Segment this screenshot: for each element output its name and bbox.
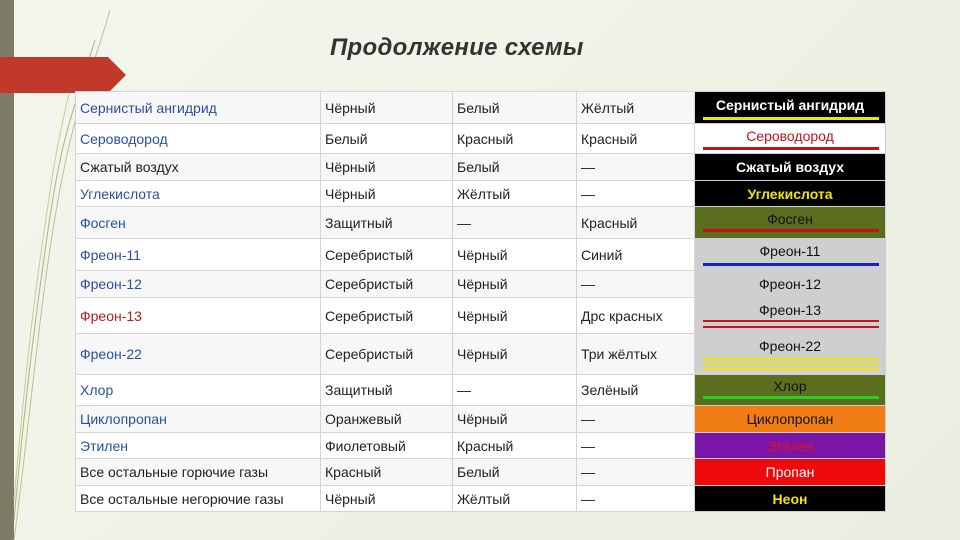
swatch-stripe: [703, 368, 879, 370]
body-color: Чёрный: [321, 181, 453, 207]
body-color: Чёрный: [321, 486, 453, 512]
swatch-label: Фосген: [767, 210, 813, 227]
label-color: Красный: [453, 124, 577, 154]
stripe-color: —: [577, 181, 695, 207]
swatch-label: Фреон-22: [759, 338, 821, 354]
swatch-stripe: [703, 363, 879, 365]
label-color: Чёрный: [453, 298, 577, 334]
color-swatch: [695, 334, 886, 375]
label-color: Красный: [453, 433, 577, 459]
color-swatch: [695, 375, 886, 406]
gas-name: Хлор: [76, 375, 321, 406]
color-swatch: [695, 433, 886, 459]
stripe-color: Красный: [577, 124, 695, 154]
table-row: [76, 154, 886, 181]
title-accent-tab: [0, 57, 126, 93]
table-row: [76, 459, 886, 486]
label-color: Жёлтый: [453, 486, 577, 512]
table-row: [76, 124, 886, 154]
stripe-color: —: [577, 271, 695, 298]
table-row: [76, 334, 886, 375]
gas-name: Фреон-11: [76, 239, 321, 271]
gas-name: Все остальные негорючие газы: [76, 486, 321, 512]
gas-color-table: [75, 91, 886, 512]
label-color: Белый: [453, 92, 577, 124]
swatch-stripe: [703, 320, 879, 322]
label-color: Чёрный: [453, 271, 577, 298]
table-row: [76, 92, 886, 124]
color-swatch: [695, 298, 886, 334]
label-color: Чёрный: [453, 239, 577, 271]
color-swatch: [695, 486, 886, 512]
swatch-label: Этилен: [766, 437, 814, 454]
swatch-stripe: [703, 326, 879, 328]
body-color: Чёрный: [321, 92, 453, 124]
swatch-label: Циклопропан: [746, 411, 834, 427]
color-swatch: [695, 207, 886, 239]
body-color: Красный: [321, 459, 453, 486]
gas-name: Фосген: [76, 207, 321, 239]
body-color: Серебристый: [321, 271, 453, 298]
table-row: [76, 486, 886, 512]
body-color: Серебристый: [321, 298, 453, 334]
label-color: —: [453, 207, 577, 239]
body-color: Серебристый: [321, 334, 453, 375]
swatch-label: Фреон-11: [759, 242, 821, 259]
gas-name: Фреон-13: [76, 298, 321, 334]
body-color: Чёрный: [321, 154, 453, 181]
table-row: [76, 375, 886, 406]
table-row: [76, 207, 886, 239]
table-row: [76, 298, 886, 334]
gas-name: Циклопропан: [76, 406, 321, 433]
color-swatch: [695, 459, 886, 486]
label-color: Чёрный: [453, 334, 577, 375]
stripe-color: Жёлтый: [577, 92, 695, 124]
swatch-stripe: [703, 229, 879, 232]
color-swatch: [695, 154, 886, 181]
body-color: Защитный: [321, 375, 453, 406]
slide-title: Продолжение схемы: [330, 34, 584, 61]
body-color: Защитный: [321, 207, 453, 239]
swatch-stripe: [703, 117, 879, 120]
body-color: Белый: [321, 124, 453, 154]
stripe-color: —: [577, 459, 695, 486]
stripe-color: Три жёлтых: [577, 334, 695, 375]
color-swatch: [695, 181, 886, 207]
gas-name: Сжатый воздух: [76, 154, 321, 181]
table-row: [76, 406, 886, 433]
gas-name: Этилен: [76, 433, 321, 459]
swatch-label: Сжатый воздух: [735, 159, 845, 175]
stripe-color: —: [577, 486, 695, 512]
color-swatch: [695, 124, 886, 154]
swatch-stripe: [703, 147, 879, 150]
stripe-color: Синий: [577, 239, 695, 271]
gas-name: Фреон-12: [76, 271, 321, 298]
swatch-label: Пропан: [765, 464, 815, 480]
swatch-label: Сероводород: [746, 127, 834, 144]
stripe-color: —: [577, 433, 695, 459]
swatch-label: Фреон-12: [759, 276, 821, 292]
gas-name: Сернистый ангидрид: [76, 92, 321, 124]
label-color: Жёлтый: [453, 181, 577, 207]
swatch-stripe: [703, 263, 879, 266]
body-color: Фиолетовый: [321, 433, 453, 459]
table-row: [76, 239, 886, 271]
gas-name: Углекислота: [76, 181, 321, 207]
gas-name: Фреон-22: [76, 334, 321, 375]
swatch-stripe: [703, 396, 879, 399]
body-color: Оранжевый: [321, 406, 453, 433]
swatch-stripe: [703, 358, 879, 360]
label-color: Белый: [453, 154, 577, 181]
swatch-label: Фреон-13: [759, 301, 821, 318]
swatch-label: Сернистый ангидрид: [715, 96, 865, 113]
stripe-color: Дрс красных: [577, 298, 695, 334]
label-color: Чёрный: [453, 406, 577, 433]
stripe-color: Зелёный: [577, 375, 695, 406]
swatch-label: Углекислота: [747, 185, 833, 202]
table-row: [76, 271, 886, 298]
swatch-label: Хлор: [773, 378, 807, 394]
gas-name: Сероводород: [76, 124, 321, 154]
table-row: [76, 181, 886, 207]
stripe-color: —: [577, 406, 695, 433]
stripe-color: —: [577, 154, 695, 181]
stripe-color: Красный: [577, 207, 695, 239]
table-row: [76, 433, 886, 459]
color-swatch: [695, 271, 886, 298]
swatch-label: Неон: [772, 490, 808, 507]
body-color: Серебристый: [321, 239, 453, 271]
color-swatch: [695, 239, 886, 271]
gas-name: Все остальные горючие газы: [76, 459, 321, 486]
label-color: —: [453, 375, 577, 406]
color-swatch: [695, 406, 886, 433]
label-color: Белый: [453, 459, 577, 486]
color-swatch: [695, 92, 886, 124]
